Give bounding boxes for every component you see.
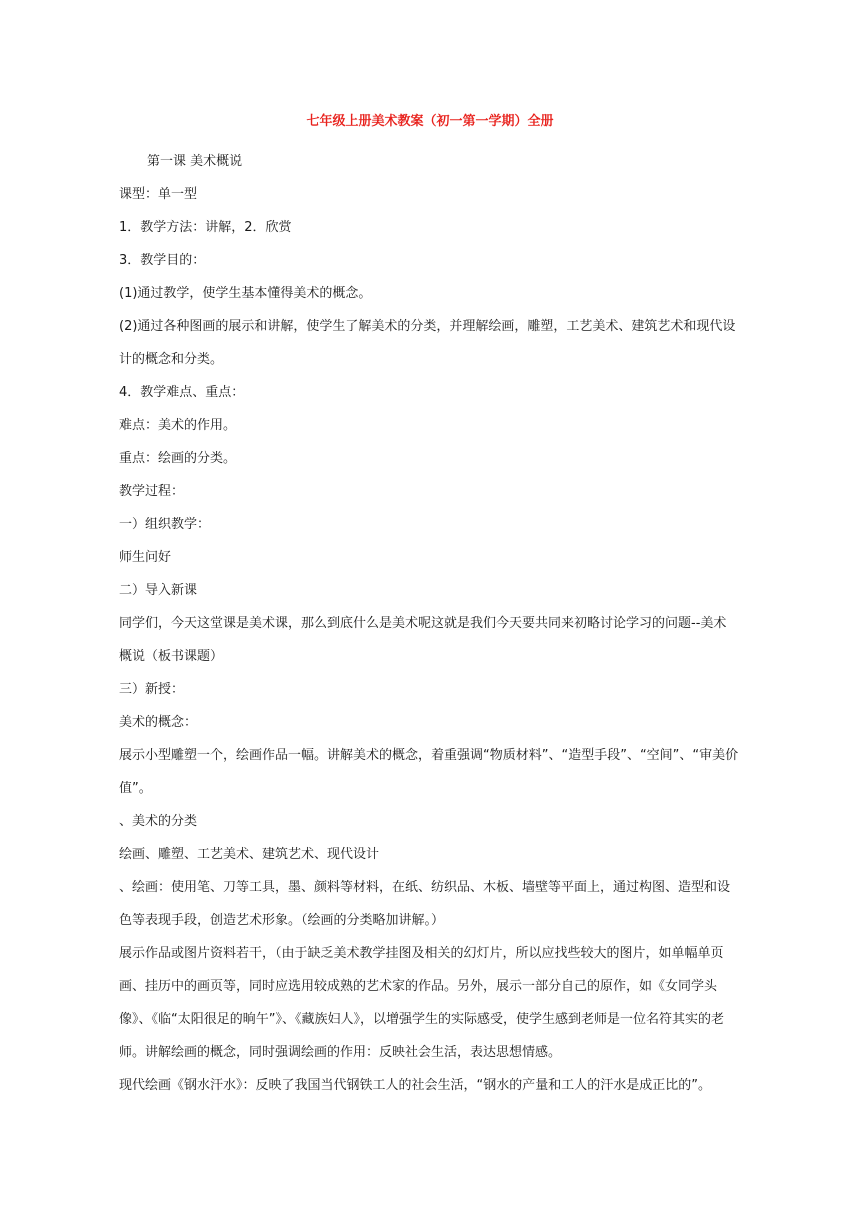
lesson-title: 第一课 美术概说: [147, 154, 243, 169]
paragraph: 、美术的分类: [119, 814, 198, 829]
paragraph: 三）新授：: [119, 682, 185, 697]
paragraph: (2)通过各种图画的展示和讲解，使学生了解美术的分类，并理解绘画，雕塑，工艺美术、建筑艺术和现代设计的概念和分类。: [119, 319, 736, 367]
paragraph: 绘画、雕塑、工艺美术、建筑艺术、现代设计: [119, 847, 380, 862]
paragraph: 一）组织教学：: [119, 517, 211, 532]
paragraph: 师生问好: [119, 550, 172, 565]
paragraph: 展示作品或图片资料若干，（由于缺乏美术教学挂图及相关的幻灯片，所以应找些较大的图片，如单幅单页画、挂历中的画页等，同时应选用较成熟的艺术家的作品。另外，展示一部分自己的原作，如《女同学头像》、《临“太阳很足的晌午”》、《藏族妇人》，以增强学生的实际感受，使学生感到老师是一位名符其实的老师。讲解绘画的概念，同时强调绘画的作用：反映社会生活，表达思想情感。: [119, 946, 724, 1060]
paragraph: 美术的概念：: [119, 715, 198, 730]
paragraph: 3．教学目的：: [119, 253, 206, 268]
document-body: [119, 145, 739, 1102]
paragraph: 1．教学方法：讲解，2．欣赏: [119, 220, 292, 235]
paragraph: 、绘画：使用笔、刀等工具，墨、颜料等材料，在纸、纺织品、木板、墙壁等平面上，通过构图、造型和设色等表现手段，创造艺术形象。（绘画的分类略加讲解。）: [119, 880, 731, 928]
paragraph: 难点：美术的作用。: [119, 418, 237, 433]
paragraph: 同学们，今天这堂课是美术课，那么到底什么是美术呢这就是我们今天要共同来初略讨论学习的问题--美术概说（板书课题）: [119, 616, 727, 664]
paragraph: (1)通过教学，使学生基本懂得美术的概念。: [119, 286, 372, 301]
paragraph: 现代绘画《钢水汗水》：反映了我国当代钢铁工人的社会生活，“钢水的产量和工人的汗水是成正比的”。: [119, 1078, 711, 1093]
paragraph: 4．教学难点、重点：: [119, 385, 245, 400]
paragraph: 教学过程：: [119, 484, 185, 499]
paragraph: 展示小型雕塑一个，绘画作品一幅。讲解美术的概念，着重强调“物质材料”、“造型手段”、“空间”、“审美价值”。: [119, 748, 739, 796]
paragraph: 重点：绘画的分类。: [119, 451, 237, 466]
paragraph: 课型：单一型: [119, 187, 198, 202]
paragraph: 二）导入新课: [119, 583, 198, 598]
document-title: 七年级上册美术教案（初一第一学期）全册: [306, 114, 554, 129]
